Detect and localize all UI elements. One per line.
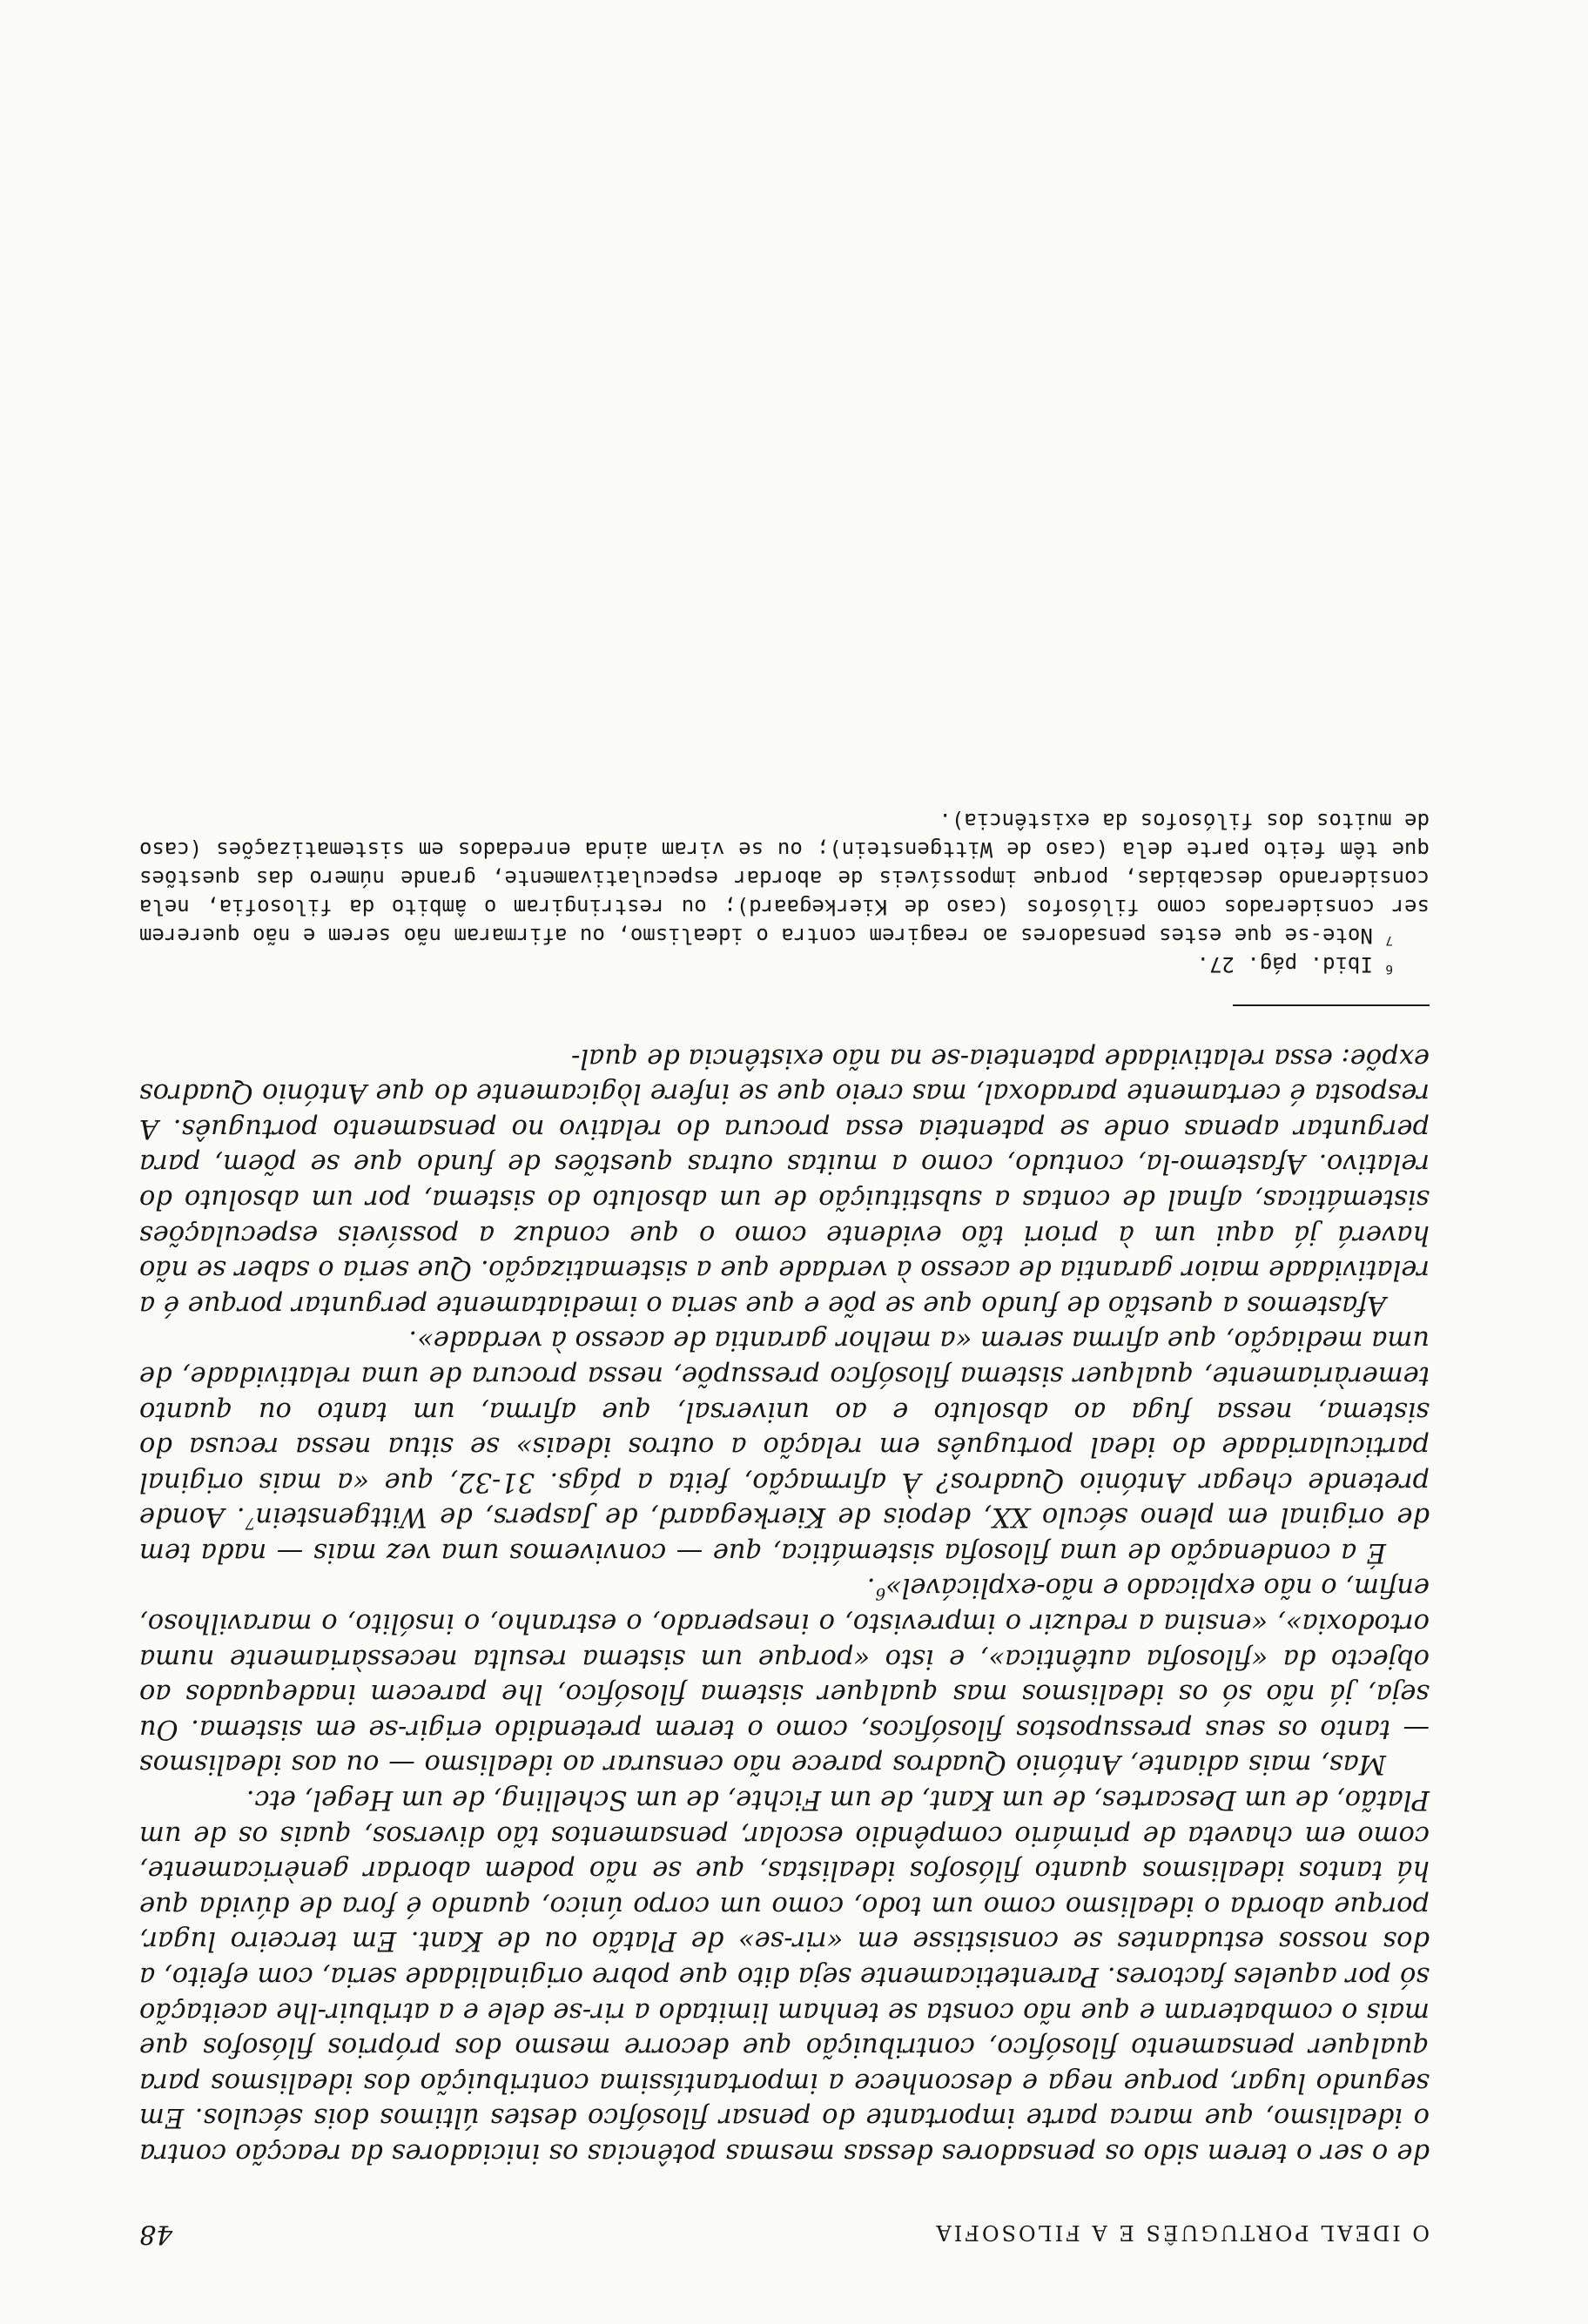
paragraph-1: de o ser o terem sido os pensadores dessas mesmas potências os iniciadores da reacção contra o idealismo, que marca parte importante do pensar filosófico destes últimos dois séculos. Em segundo lugar, porque nega e desconhece a importantíssima contribuição dos idealismos para qualquer pensamento filosófico, contribuição que decorre mesmo dos próprios filósofos que mais o combateram e que não consta se tenham limitado a rir-se dele e a atribuir-lhe aceitação só por aqueles factores. Parenteticamente seja dito que pobre originalidade seria, com efeito, a dos nossos estudantes se consistisse em «rir-se» de Platão ou de Kant. Em terceiro lugar, porque aborda o idealismo como um todo, como um corpo único, quando é fora de dúvida que há tantos idealismos quanto filósofos idealistas, que se não podem abordar genèricamente, como em chaveta de primário compêndio escolar, pensamentos tão diversos, quais os de um Platão, de um Descartes, de um Kant, de um Fichte, de um Schelling, de um Hegel, etc. [139, 1784, 1430, 2168]
footnote-7 [139, 806, 1430, 950]
footnote-6-text: Ibid. pág. 27. [1196, 952, 1373, 977]
footnote-7-text: Note-se que estes pensadores ao reagirem contra o idealismo, ou afirmaram não serem e não quererem ser considerados como filósofos (caso de Kierkegaard); ou restringiram o âmbito da filosofia, nela considerando descabidas, porque impossíveis de abordar especulativamente, grande número das questões que têm feito parte dela (caso de Wittgenstein); ou se viram ainda enredados em sistematizações (caso de muitos dos filósofos da existência). [138, 809, 1430, 948]
running-title: O IDEAL PORTUGUÊS E A FILOSOFIA [933, 2220, 1430, 2245]
page-number: 48 [139, 2219, 173, 2249]
page-content [139, 806, 1430, 2249]
footnote-7-marker: 7 [1385, 933, 1393, 947]
paragraph-2-text: Mas, mais adiante, António Quadros parece não censurar ao idealismo — ou aos idealismos — tanto os seus pressupostos filosóficos, como o terem pretendido erigir-se em sistema. Ou seja, já não só os idealismos mas qualquer sistema filosófico, lhe parecem inadequados ao objecto da «filosofia autêntica», e isto «porque um sistema resulta necessàriamente numa ortodoxia», «ensina a reduzir o imprevisto, o inesperado, o estranho, o insólito, o maravilhoso, enfim, o não explicado e não-explicável» [139, 1572, 1430, 1780]
body-text [139, 1039, 1430, 2170]
footnote-ref-7: 7 [245, 1514, 256, 1533]
footnote-separator [1233, 1004, 1430, 1006]
footnotes [139, 806, 1430, 978]
paragraph-3 [139, 1322, 1430, 1569]
footnote-6-marker: 6 [1385, 962, 1393, 976]
footnote-ref-6: 6 [875, 1584, 886, 1603]
running-header [139, 2219, 1430, 2249]
paragraph-3-text-a: É a condenação de uma filosofia sistemática, que — convivemos uma vez mais — nada tem de original em pleno século XX, depois de Kierkegaard, de Jaspers, de Wittgenstein [139, 1501, 1430, 1568]
paragraph-4: Afastemos a questão de fundo que se põe e que seria o imediatamente perguntar porque é a relatividade maior garantia de acesso à verdade que a sistematização. Que seria o saber se não haverá já aqui um à priori tão evidente como o que conduz a possíveis especulações sistemáticas, afinal de contas a substituição de um absoluto do sistema, por um absoluto do relativo. Afastemo-la, contudo, como a muitas outras questões de fundo que se põem, para perguntar apenas onde se patenteia essa procura do relativo no pensamento português. A resposta é certamente paradoxal, mas creio que se infere lògicamente do que António Quadros expõe: essa relatividade patenteia-se na não existência de qual- [139, 1042, 1430, 1320]
paragraph-3-text-b: . Aonde pretende chegar António Quadros? À afirmação, feita a págs. 31-32, que «a mais original particularidade do ideal português em relação a outros ideais» se situa nessa recusa do sistema, nessa fuga ao absoluto e ao universal, que afirma, um tanto ou quanto temeràriamente, qualquer sistema filosófico pressupõe, nessa procura de uma relatividade, de uma mediação, que afirma serem «a melhor garantia de acesso à verdade». [139, 1325, 1430, 1533]
paragraph-2: Mas, mais adiante, António Quadros parece não censurar ao idealismo — ou aos idealismos — tanto os seus pressupostos filosóficos, como o terem pretendido erigir-se em sistema. Ou seja, já não só os idealismos mas qualquer sistema filosófico, lhe parecem inadequados ao objecto da «filosofia autêntica», e isto «porque um sistema resulta necessàriamente numa ortodoxia», «ensina a reduzir o imprevisto, o inesperado, o estranho, o insólito, o maravilhoso, enfim, o não explicado e não-explicável»$^6$. [139, 1572, 1430, 1780]
footnote-6 [139, 950, 1430, 978]
